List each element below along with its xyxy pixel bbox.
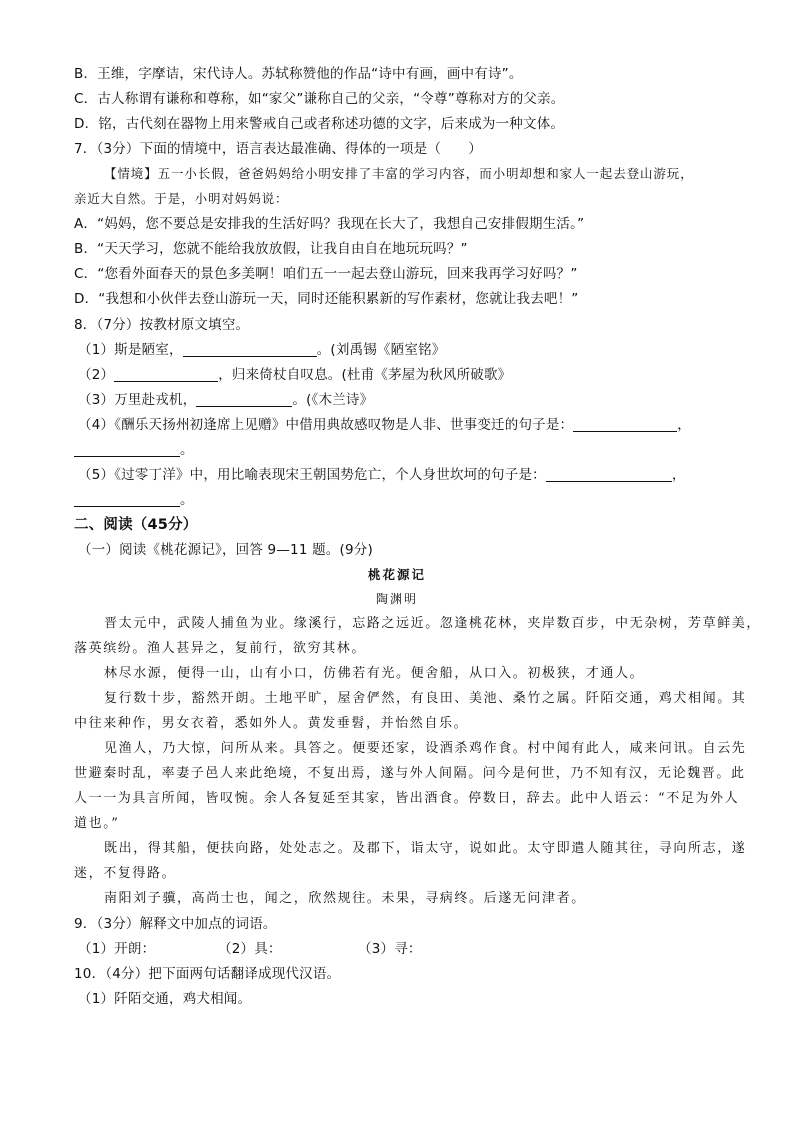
q8-item3-source: 。(《木兰诗》 (292, 392, 374, 408)
q8-item5-answer-blank-1[interactable] (546, 467, 672, 482)
q6-option-d: D．铭，古代刻在器物上用来警戒自己或者称述功德的文字，后来成为一种文体。 (74, 116, 565, 132)
passage-p4-line3: 人一一为具言所闻，皆叹惋。余人各复延至其家，皆出酒食。停数日，辞去。此中人语云：“不足为外人 (74, 791, 740, 806)
q8-item3-prefix: （3）万里赴戎机， (78, 392, 197, 408)
q7-option-a: A．“妈妈，您不要总是安排我的生活好吗？我现在长大了，我想自己安排假期生活。” (74, 216, 585, 232)
q8-item2 (78, 366, 511, 384)
q8-item5-answer-blank-2[interactable] (74, 492, 180, 507)
passage-p5-line2: 迷，不复得路。 (74, 866, 177, 881)
q8-item2-prefix: （2） (78, 367, 115, 383)
q8-item4-answer-blank-2[interactable] (74, 442, 180, 457)
q8-item5-end: 。 (180, 492, 194, 508)
q10-item1: （1）阡陌交通，鸡犬相闻。 (78, 991, 252, 1007)
q7-stem: 7．（3分）下面的情境中，语言表达最准确、得体的一项是（ ） (74, 141, 483, 157)
q9-stem: 9．（3分）解释文中加点的词语。 (74, 916, 277, 932)
q8-item3-answer-blank[interactable] (196, 392, 292, 407)
q6-option-b: B．王维，字摩诘，宋代诗人。苏轼称赞他的作品“诗中有画，画中有诗”。 (74, 66, 523, 82)
section2-sub1: （一）阅读《桃花源记》，回答 9—11 题。(9分) (78, 542, 373, 558)
passage-p6-line1: 南阳刘子骥，高尚士也，闻之，欣然规往。未果，寻病终。后遂无问津者。 (104, 891, 586, 906)
q8-item2-source: ，归来倚杖自叹息。(杜甫《茅屋为秋风所破歌》 (218, 367, 512, 383)
q9-item1-label: （1）开朗： (78, 941, 156, 957)
q8-item5-text: （5）《过零丁洋》中，用比喻表现宋王朝国势危亡，个人身世坎坷的句子是： (78, 467, 546, 483)
q9-item2-label: （2）具： (218, 941, 282, 957)
passage-title: 桃花源记 (367, 567, 426, 582)
passage-p3-line1: 复行数十步，豁然开朗。土地平旷，屋舍俨然，有良田、美池、桑竹之属。阡陌交通，鸡犬相闻。其 (104, 691, 747, 706)
q9-items (78, 940, 422, 958)
q8-item4-end: 。 (180, 442, 194, 458)
passage-p4-line1: 见渔人，乃大惊，问所从来。具答之。便要还家，设酒杀鸡作食。村中闻有此人，咸来问讯。自云先 (104, 741, 747, 756)
section2-heading: 二、阅读（45分） (74, 517, 198, 533)
q8-item5 (78, 466, 686, 484)
q8-item4-answer-blank-1[interactable] (573, 417, 677, 432)
q8-item4 (78, 416, 691, 434)
q8-item1-prefix: （1）斯是陋室， (78, 342, 183, 358)
passage-p4-line4: 道也。” (74, 816, 120, 831)
q7-option-b: B．“天天学习，您就不能给我放放假，让我自由自在地玩玩吗？” (74, 241, 468, 257)
q7-option-d: D．“我想和小伙伴去登山游玩一天，同时还能积累新的写作素材，您就让我去吧！” (74, 291, 579, 307)
passage-p1-line1: 晋太元中，武陵人捕鱼为业。缘溪行，忘路之远近。忽逢桃花林，夹岸数百步，中无杂树，芳草鲜美， (104, 616, 762, 631)
passage-p2-line1: 林尽水源，便得一山，山有小口，仿佛若有光。便舍船，从口入。初极狭，才通人。 (104, 666, 645, 681)
passage-author: 陶渊明 (375, 592, 418, 606)
q8-item4-comma: ， (677, 417, 691, 433)
q8-item5-comma: ， (671, 467, 686, 483)
passage-p1-line2: 落英缤纷。渔人甚异之，复前行，欲穷其林。 (74, 641, 367, 656)
q7-context-line2: 亲近大自然。于是，小明对妈妈说： (74, 191, 289, 206)
q8-item1 (78, 341, 445, 359)
q8-item1-source: 。(刘禹锡《陋室铭》 (316, 342, 446, 358)
q8-item1-answer-blank[interactable] (183, 342, 317, 357)
q8-item3 (78, 391, 373, 409)
q10-stem: 10．（4分）把下面两句话翻译成现代汉语。 (74, 966, 341, 982)
q8-item5-line2 (74, 491, 194, 509)
q6-option-c: C．古人称谓有谦称和尊称，如“家父”谦称自己的父亲，“令尊”尊称对方的父亲。 (74, 91, 565, 107)
q7-option-c: C．“您看外面春天的景色多美啊！咱们五一一起去登山游玩，回来我再学习好吗？” (74, 266, 578, 282)
passage-p3-line2: 中往来种作，男女衣着，悉如外人。黄发垂髫，并怡然自乐。 (74, 716, 469, 731)
q8-stem: 8．（7分）按教材原文填空。 (74, 317, 250, 333)
q7-context-line1: 【情境】五一小长假，爸爸妈妈给小明安排了丰富的学习内容，而小明却想和家人一起去登山游玩， (104, 166, 694, 181)
q9-item3-label: （3）寻： (358, 941, 422, 957)
passage-p5-line1: 既出，得其船，便扶向路，处处志之。及郡下，诣太守，说如此。太守即遣人随其往，寻向所志，遂 (104, 841, 747, 856)
passage-p4-line2: 世避秦时乱，率妻子邑人来此绝境，不复出焉，遂与外人间隔。问今是何世，乃不知有汉，无论魏晋。此 (74, 766, 746, 781)
q8-item2-answer-blank[interactable] (114, 367, 218, 382)
q8-item4-text: （4）《酬乐天扬州初逢席上见赠》中借用典故感叹物是人非、世事变迁的句子是： (78, 417, 574, 433)
q8-item4-line2 (74, 441, 194, 459)
